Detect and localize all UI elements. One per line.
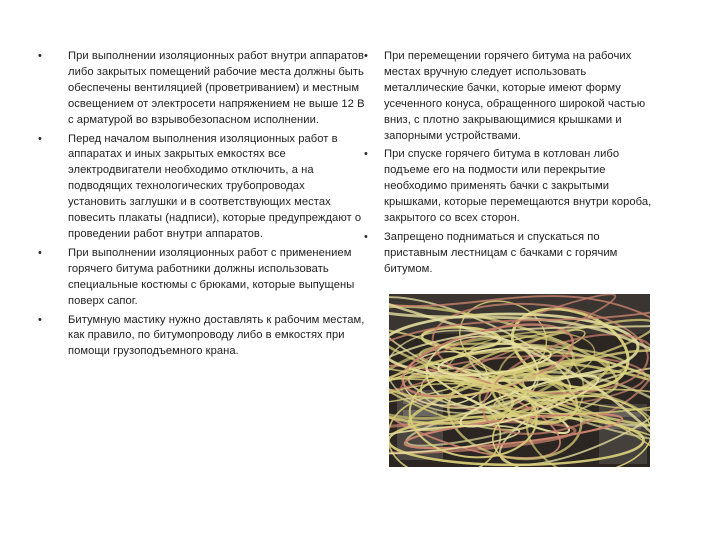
list-item-text: При спуске горячего битума в котлован либо подъеме его на подмости или перекрытие необходимо применять бачки с закрытыми крышками, которые перемещаются внутри короба, закрытого со всех сторон. xyxy=(384,148,652,225)
list-item-text: Битумную мастику нужно доставлять к рабочим местам, как правило, по битумопроводу либо в емкостях при помощи грузоподъемного крана. xyxy=(68,313,365,358)
bullet-icon: • xyxy=(364,50,368,62)
list-item xyxy=(38,132,365,243)
coiled-cables-image xyxy=(389,294,650,467)
list-item-text: Запрещено подниматься и спускаться по приставным лестницам с бачками с горячим битумом. xyxy=(384,230,618,275)
list-item xyxy=(38,246,365,310)
list-item-text: При выполнении изоляционных работ с применением горячего битума работники должны использовать специальные костюмы с брюками, которые выпущены поверх сапог. xyxy=(68,246,355,307)
bullet-icon: • xyxy=(364,148,368,161)
list-item xyxy=(38,313,365,361)
bullet-icon: • xyxy=(38,313,42,326)
list-item xyxy=(364,230,666,278)
list-item-text: Перед началом выполнения изоляционных работ в аппаратах и иных закрытых емкостях все электродвигатели необходимо отключить, а на подводящих технологических трубопроводах установить заглушки и в соответствующих местах повесить плакаты (надписи), которые предупреждают о проведении работ внутри аппаратов. xyxy=(68,132,362,240)
right-bullet-list xyxy=(364,49,666,281)
left-bullet-list xyxy=(38,49,365,363)
list-item xyxy=(364,147,666,227)
list-item xyxy=(38,49,365,129)
bullet-icon: • xyxy=(38,132,42,145)
list-item-text: При выполнении изоляционных работ внутри аппаратов либо закрытых помещений рабочие места должны быть обеспечены вентиляцией (проветриванием) и местным освещением от электросети напряжением не выше 12 В с арматурой во взрывобезопасном исполнении. xyxy=(68,50,365,126)
bullet-icon: • xyxy=(38,50,42,62)
list-item-text: При перемещении горячего битума на рабочих местах вручную следует использовать металлические бачки, которые имеют форму усеченного конуса, обращенного широкой частью вниз, с плотно закрывающимися крышками и запорными устройствами. xyxy=(384,50,646,142)
bullet-icon: • xyxy=(364,230,368,243)
list-item xyxy=(364,49,666,144)
bullet-icon: • xyxy=(38,246,42,259)
cables-photo xyxy=(389,294,650,467)
